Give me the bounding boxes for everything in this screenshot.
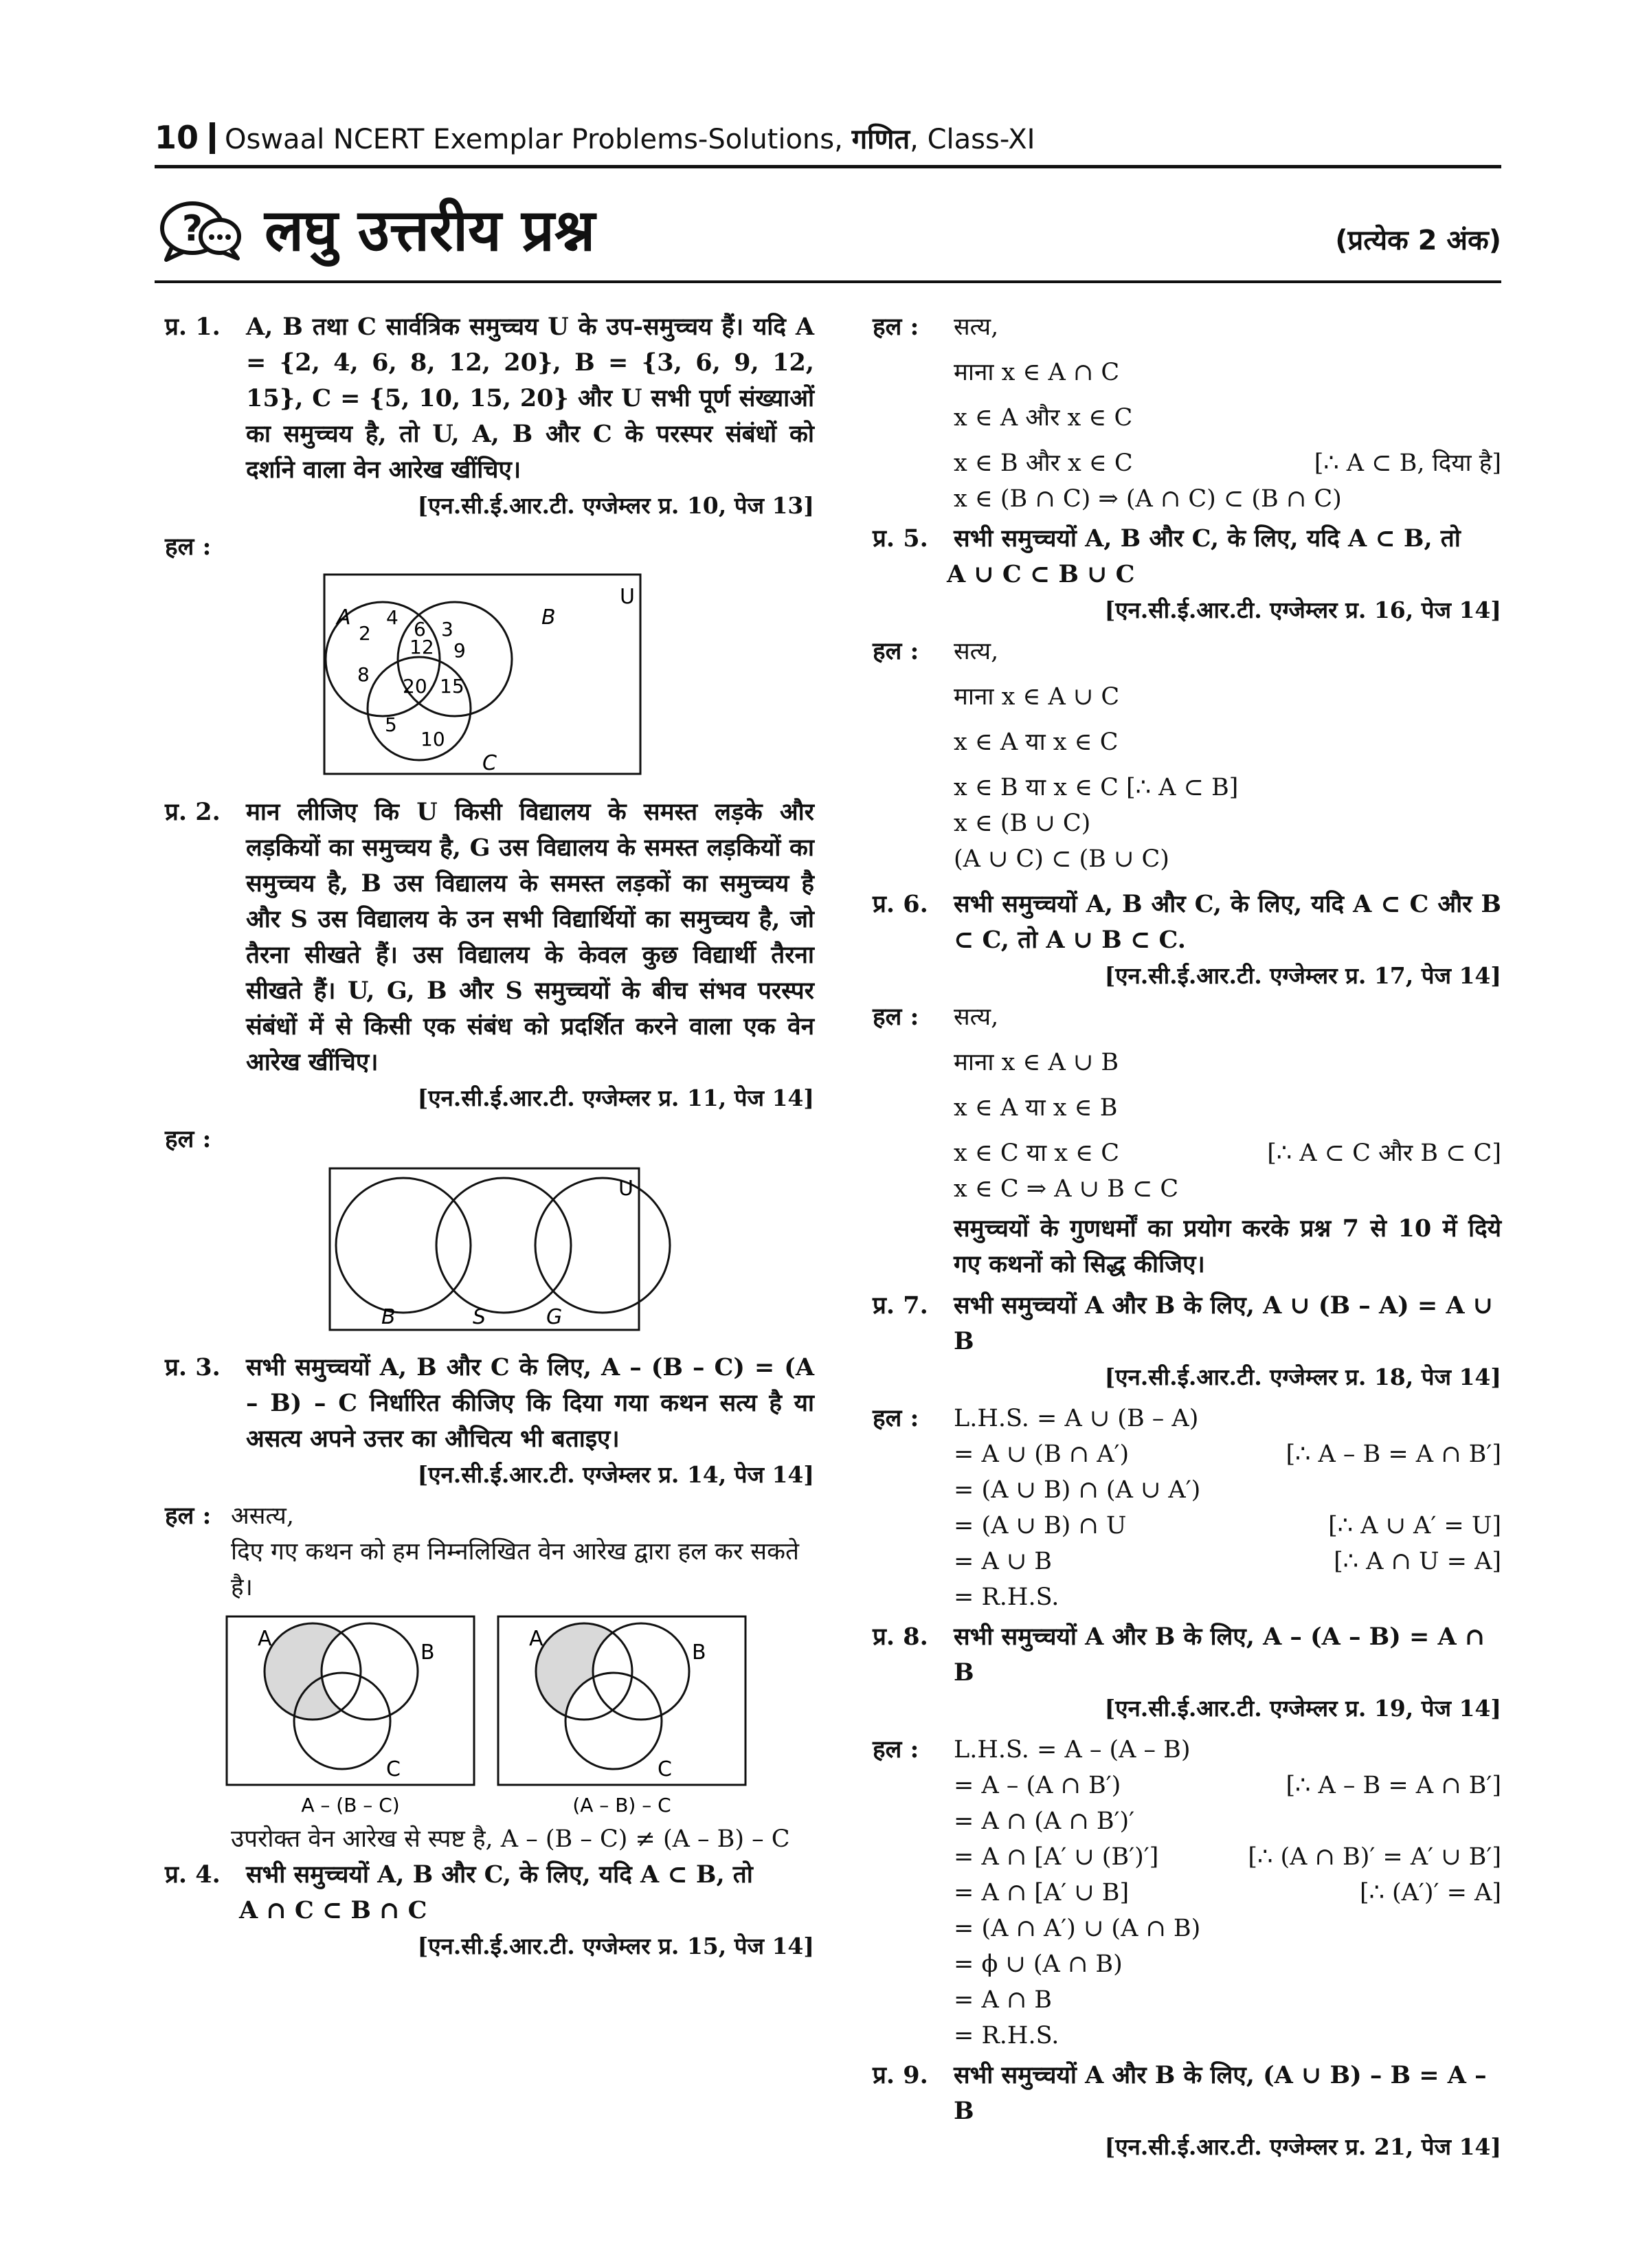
venn-label-b: B xyxy=(541,605,556,630)
solution-line: x ∈ (B ∪ C) xyxy=(954,810,1091,837)
svg-text:B: B xyxy=(692,1641,706,1665)
solution-line: = A ∩ B xyxy=(954,1986,1053,2014)
question-reference: [एन.सी.ई.आर.टी. एग्जेम्लर प्र. 10, पेज 13] xyxy=(417,492,814,519)
solution-label: हल : xyxy=(873,637,919,665)
solution-8 xyxy=(873,1732,1501,2054)
question-reference: [एन.सी.ई.आर.टी. एग्जेम्लर प्र. 17, पेज 14] xyxy=(1104,962,1501,989)
solution-line: दिए गए कथन को हम निम्नलिखित वेन आरेख द्वारा हल कर सकते है। xyxy=(231,1538,799,1601)
venn-label-a: A xyxy=(337,605,351,630)
solution-line: = (A ∪ B) ∩ U [∴ A ∪ A′ = U] xyxy=(954,1508,1501,1544)
solution-line: x ∈ B या x ∈ C [∴ A ⊂ B] xyxy=(954,774,1239,801)
header-divider xyxy=(210,122,215,154)
solution-line: L.H.S. = A ∪ (B – A) xyxy=(954,1405,1199,1432)
venn-label-u: U xyxy=(618,1177,633,1201)
venn-element: 15 xyxy=(440,675,464,698)
solution-line: = A – (A ∩ B′) [∴ A – B = A ∩ B′] xyxy=(954,1768,1501,1803)
solution-line: माना x ∈ A ∪ C xyxy=(954,683,1120,711)
venn-caption: (A – B) – C xyxy=(572,1794,671,1816)
reason: [∴ (A′)′ = A] xyxy=(1359,1879,1501,1906)
solution-5 xyxy=(873,634,1501,877)
venn-a-minus-b-then-minus-c xyxy=(498,1616,745,1816)
class-label: , Class-XI xyxy=(910,124,1035,155)
solution-4 xyxy=(873,309,1501,517)
reason: [∴ A ⊂ C और B ⊂ C] xyxy=(1267,1139,1501,1167)
venn-diagram-q2 xyxy=(165,1164,814,1336)
solution-label: हल : xyxy=(873,1404,919,1432)
section-marks: (प्रत्येक 2 अंक) xyxy=(1335,225,1501,256)
question-number: प्र. 1. xyxy=(165,313,221,341)
running-title: Oswaal NCERT Exemplar Problems-Solutions, xyxy=(225,124,843,155)
question-text: सभी समुच्चयों A और B के लिए, A ∪ (B – A) = A ∪ B xyxy=(954,1291,1494,1355)
venn-label-b: B xyxy=(381,1305,396,1329)
solution-line: (A ∪ C) ⊂ (B ∪ C) xyxy=(954,845,1169,873)
venn-label-g: G xyxy=(546,1305,563,1329)
question-9 xyxy=(873,2058,1501,2129)
question-number: प्र. 4. xyxy=(165,1860,221,1889)
left-column xyxy=(165,309,814,1970)
solution-line: = (A ∩ A′) ∪ (A ∩ B) xyxy=(954,1915,1201,1942)
reason: [∴ A ∪ A′ = U] xyxy=(1328,1512,1501,1539)
right-column xyxy=(873,309,1501,2170)
venn-diagrams-q3 xyxy=(165,1612,814,1819)
question-3 xyxy=(165,1350,814,1457)
question-reference: [एन.सी.ई.आर.टी. एग्जेम्लर प्र. 21, पेज 14] xyxy=(1104,2133,1501,2160)
question-number: प्र. 2. xyxy=(165,798,221,826)
solution-line: x ∈ A या x ∈ B xyxy=(954,1094,1118,1122)
solution-line: = R.H.S. xyxy=(954,2022,1059,2049)
svg-text:C: C xyxy=(386,1757,401,1781)
solution-label: हल : xyxy=(873,1735,919,1764)
question-text: सभी समुच्चयों A, B और C के लिए, A – (B – C) = (A – B) – C निर्धारित कीजिए कि दिया गया कथन सत्य है या असत्य अपने उत्तर का औचित्य भी बताइए। xyxy=(246,1353,814,1453)
reason: [∴ (A ∩ B)′ = A′ ∪ B′] xyxy=(1248,1843,1501,1871)
solution-line: x ∈ A और x ∈ C xyxy=(954,404,1133,432)
solution-line: असत्य, xyxy=(231,1502,294,1530)
question-text: A, B तथा C सार्वत्रिक समुच्चय U के उप-समुच्चय हैं। यदि A = {2, 4, 6, 8, 12, 20}, B = {3, 6, 9, 12, 15}, C = {5, 10, 15, 20} और U सभी पूर्ण संख्याओं का समुच्चय है, तो U, A, B और C के परस्पर संबंधों को दर्शाने वाला वेन आरेख खींचिए। xyxy=(246,313,814,484)
header-rule xyxy=(155,165,1501,168)
solution-line: L.H.S. = A – (A – B) xyxy=(954,1736,1191,1764)
solution-7 xyxy=(873,1401,1501,1615)
question-number: प्र. 5. xyxy=(873,524,928,553)
venn-caption: A – (B – C) xyxy=(301,1794,400,1816)
question-6 xyxy=(873,887,1501,958)
question-1 xyxy=(165,309,814,488)
solution-label: हल : xyxy=(165,1125,212,1153)
venn-element: 2 xyxy=(359,622,371,645)
question-chat-icon xyxy=(157,198,243,264)
question-text-cont: A ∩ C ⊂ B ∩ C xyxy=(239,1896,427,1924)
question-text: सभी समुच्चयों A और B के लिए, A – (A – B) = A ∩ B xyxy=(954,1623,1485,1687)
solution-3 xyxy=(165,1498,814,1605)
solution-label: हल : xyxy=(873,313,919,341)
question-text: सभी समुच्चयों A, B और C, के लिए, यदि A ⊂ B, तो xyxy=(954,524,1461,553)
venn-label-u: U xyxy=(620,585,635,609)
question-reference: [एन.सी.ई.आर.टी. एग्जेम्लर प्र. 11, पेज 14] xyxy=(417,1085,814,1111)
solution-line: x ∈ C ⇒ A ∪ B ⊂ C xyxy=(954,1175,1179,1203)
solution-line: = A ∪ (B ∩ A′) [∴ A – B = A ∩ B′] xyxy=(954,1436,1501,1472)
reason: [∴ A ⊂ B, दिया है] xyxy=(1314,449,1501,477)
running-head xyxy=(155,117,1501,160)
question-8 xyxy=(873,1619,1501,1691)
question-reference: [एन.सी.ई.आर.टी. एग्जेम्लर प्र. 16, पेज 14] xyxy=(1104,597,1501,623)
question-5 xyxy=(873,521,1501,592)
solution-label: हल : xyxy=(165,1502,212,1530)
question-2 xyxy=(165,794,814,1080)
svg-text:A: A xyxy=(258,1627,272,1651)
venn-element: 5 xyxy=(385,713,397,736)
solution-line: x ∈ (B ∩ C) ⇒ (A ∩ C) ⊂ (B ∩ C) xyxy=(954,485,1342,513)
solution-6 xyxy=(873,999,1501,1282)
solution-line: = ϕ ∪ (A ∩ B) xyxy=(954,1950,1123,1978)
solution-line: x ∈ A या x ∈ C xyxy=(954,729,1119,756)
solution-line: x ∈ B और x ∈ C [∴ A ⊂ B, दिया है] xyxy=(954,445,1501,481)
question-number: प्र. 6. xyxy=(873,890,928,918)
question-reference: [एन.सी.ई.आर.टी. एग्जेम्लर प्र. 18, पेज 14] xyxy=(1104,1364,1501,1390)
question-7 xyxy=(873,1288,1501,1359)
solution-line: = A ∩ [A′ ∪ (B′)′] [∴ (A ∩ B)′ = A′ ∪ B′] xyxy=(954,1839,1501,1875)
venn-element: 6 xyxy=(414,618,426,641)
solution-line: सत्य, xyxy=(954,638,999,665)
venn-element: 10 xyxy=(420,728,445,751)
reason: [∴ A ∩ U = A] xyxy=(1334,1548,1501,1575)
section-rule xyxy=(155,280,1501,283)
svg-text:?: ? xyxy=(181,208,203,249)
venn-a-minus-b-minus-c xyxy=(227,1616,474,1816)
venn-element: 3 xyxy=(441,618,453,641)
svg-text:C: C xyxy=(658,1757,672,1781)
venn-diagram-q1 xyxy=(165,569,814,782)
section-title: लघु उत्तरीय प्रश्न xyxy=(265,197,596,264)
solution-line: = A ∩ (A ∩ B′)′ xyxy=(954,1808,1135,1835)
solution-line: = (A ∪ B) ∩ (A ∪ A′) xyxy=(954,1476,1201,1504)
question-text-cont: A ∪ C ⊂ B ∪ C xyxy=(947,560,1135,588)
venn-element: 20 xyxy=(403,675,427,698)
venn-element: 9 xyxy=(453,639,466,662)
question-text: सभी समुच्चयों A और B के लिए, (A ∪ B) – B = A – B xyxy=(954,2061,1487,2125)
solution-line: x ∈ C या x ∈ C [∴ A ⊂ C और B ⊂ C] xyxy=(954,1135,1501,1171)
question-text: मान लीजिए कि U किसी विद्यालय के समस्त लड़के और लड़कियों का समुच्चय है, G उस विद्यालय के समस्त लड़कियों का समुच्चय है, B उस विद्यालय के समस्त लड़कों का समुच्चय है और S उस विद्यालय के उन सभी विद्यार्थियों का समुच्चय है, जो तैरना सीखते हैं। उस विद्यालय के केवल कुछ विद्यार्थी तैरना सीखते हैं। U, G, B और S समुच्चयों के बीच संभव परस्पर संबंधों में से किसी एक संबंध को प्रदर्शित करने वाला एक वेन आरेख खींचिए। xyxy=(246,798,814,1076)
subject-label: गणित xyxy=(851,124,910,155)
question-reference: [एन.सी.ई.आर.टी. एग्जेम्लर प्र. 14, पेज 14] xyxy=(417,1461,814,1488)
question-reference: [एन.सी.ई.आर.टी. एग्जेम्लर प्र. 19, पेज 14] xyxy=(1104,1695,1501,1722)
solution-line: = A ∩ [A′ ∪ B] [∴ (A′)′ = A] xyxy=(954,1875,1501,1911)
solution-label: हल : xyxy=(873,1003,919,1031)
question-number: प्र. 9. xyxy=(873,2061,928,2089)
question-text: सभी समुच्चयों A, B और C, के लिए, यदि A ⊂ B, तो xyxy=(246,1860,753,1889)
svg-text:A: A xyxy=(529,1627,543,1651)
solution-line: सत्य, xyxy=(954,1003,999,1031)
question-4 xyxy=(165,1857,814,1928)
question-number: प्र. 8. xyxy=(873,1623,928,1651)
question-number: प्र. 3. xyxy=(165,1353,221,1381)
question-text: सभी समुच्चयों A, B और C, के लिए, यदि A ⊂ C और B ⊂ C, तो A ∪ B ⊂ C. xyxy=(954,890,1501,954)
solution-line: सत्य, xyxy=(954,313,999,341)
solution-line: माना x ∈ A ∩ C xyxy=(954,359,1120,386)
venn-element: 12 xyxy=(410,636,434,658)
solution-line: माना x ∈ A ∪ B xyxy=(954,1049,1119,1076)
venn-element: 4 xyxy=(386,606,399,629)
venn-label-c: C xyxy=(482,751,497,775)
solution-line: = A ∪ B [∴ A ∩ U = A] xyxy=(954,1544,1501,1579)
reason: [∴ A – B = A ∩ B′] xyxy=(1286,1772,1501,1799)
question-number: प्र. 7. xyxy=(873,1291,928,1320)
reason: [∴ A – B = A ∩ B′] xyxy=(1286,1441,1501,1468)
venn-element: 8 xyxy=(357,663,370,686)
solution-line: = R.H.S. xyxy=(954,1583,1059,1611)
instruction-note: समुच्चयों के गुणधर्मों का प्रयोग करके प्रश्न 7 से 10 में दिये गए कथनों को सिद्ध कीजिए। xyxy=(954,1214,1501,1278)
svg-text:B: B xyxy=(420,1641,435,1665)
page-number: 10 xyxy=(155,119,199,156)
question-reference: [एन.सी.ई.आर.टी. एग्जेम्लर प्र. 15, पेज 14] xyxy=(417,1933,814,1959)
venn-label-s: S xyxy=(473,1305,486,1329)
q3-conclusion: उपरोक्त वेन आरेख से स्पष्ट है, A – (B – C) ≠ (A – B) – C xyxy=(231,1825,790,1853)
solution-label: हल : xyxy=(165,533,212,561)
